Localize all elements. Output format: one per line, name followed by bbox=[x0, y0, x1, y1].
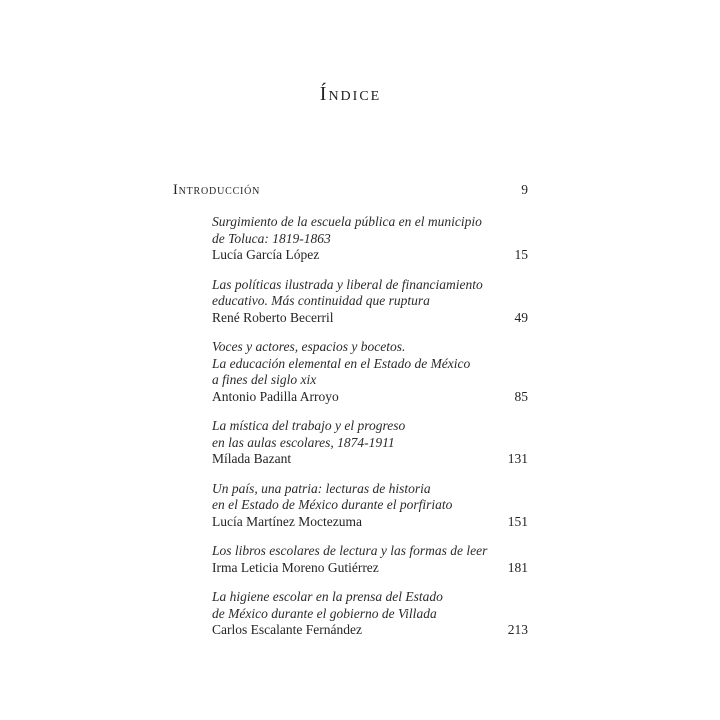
toc-entry-page-number: 85 bbox=[514, 388, 528, 404]
table-of-contents bbox=[173, 182, 528, 652]
toc-entry-author: Carlos Escalante Fernández bbox=[212, 622, 362, 637]
toc-entry-text bbox=[212, 339, 470, 405]
toc-entry-title-line: Las políticas ilustrada y liberal de financiamiento bbox=[212, 276, 483, 292]
toc-entry-page-number: 151 bbox=[507, 513, 528, 529]
toc-entry-author: René Roberto Becerril bbox=[212, 309, 334, 325]
toc-entry-title bbox=[212, 214, 482, 247]
toc-entry-title bbox=[212, 418, 405, 451]
toc-entry-title-line: a fines del siglo xix bbox=[212, 372, 317, 387]
toc-entry-title-line: Los libros escolares de lectura y las formas de leer bbox=[212, 543, 488, 558]
toc-entry-author: Lucía Martínez Moctezuma bbox=[212, 513, 362, 529]
toc-entry-title-line: Surgimiento de la escuela pública en el municipio bbox=[212, 214, 482, 229]
toc-entry-author: Irma Leticia Moreno Gutiérrez bbox=[212, 559, 379, 575]
toc-entry-page-number: 181 bbox=[507, 559, 528, 575]
toc-entries bbox=[173, 214, 528, 639]
toc-entry-title bbox=[212, 339, 470, 389]
toc-entry-title-line: Voces y actores, espacios y bocetos. bbox=[212, 339, 406, 354]
toc-entry-author: Lucía García López bbox=[212, 247, 320, 262]
toc-entry-title-line: La mística del trabajo y el progreso bbox=[212, 418, 406, 433]
toc-entry-title-line: La higiene escolar en la prensa del Estado bbox=[212, 589, 443, 604]
toc-entry-text bbox=[212, 589, 443, 639]
toc-entry bbox=[173, 481, 528, 531]
toc-entry-page-number: 15 bbox=[514, 247, 528, 262]
toc-entry-page-number: 213 bbox=[507, 622, 528, 637]
toc-entry-title bbox=[212, 589, 443, 622]
toc-entry-title-line: en el Estado de México durante el porfiriato bbox=[212, 497, 453, 512]
toc-entry-title bbox=[212, 481, 452, 514]
toc-intro-label: Introducción bbox=[173, 182, 261, 198]
toc-entry-title-line: de Toluca: 1819-1863 bbox=[212, 230, 331, 246]
toc-entry-text bbox=[212, 418, 405, 468]
toc-entry-title-line: de México durante el gobierno de Villada bbox=[212, 605, 437, 621]
toc-entry bbox=[173, 418, 528, 468]
toc-entry bbox=[173, 339, 528, 405]
toc-entry-title-line: en las aulas escolares, 1874-1911 bbox=[212, 434, 395, 450]
toc-entry-text bbox=[212, 214, 482, 264]
toc-entry-title-line: educativo. Más continuidad que ruptura bbox=[212, 293, 430, 308]
toc-entry-title-line: La educación elemental en el Estado de México bbox=[212, 355, 471, 371]
toc-entry-title-line: Un país, una patria: lecturas de historia bbox=[212, 480, 431, 496]
toc-entry-page-number: 49 bbox=[514, 309, 528, 325]
toc-entry bbox=[173, 543, 528, 576]
toc-entry-title bbox=[212, 543, 487, 560]
toc-entry-page-number: 131 bbox=[507, 451, 528, 466]
toc-entry-author: Antonio Padilla Arroyo bbox=[212, 388, 339, 404]
toc-entry bbox=[173, 214, 528, 264]
toc-intro-row bbox=[173, 182, 528, 199]
toc-intro-page-number: 9 bbox=[521, 182, 528, 197]
toc-entry-author: Mílada Bazant bbox=[212, 451, 292, 466]
toc-entry-text bbox=[212, 277, 483, 327]
toc-entry-text bbox=[212, 481, 452, 531]
page-title: Índice bbox=[319, 83, 382, 105]
toc-entry bbox=[173, 277, 528, 327]
toc-entry-text bbox=[212, 543, 487, 576]
toc-entry bbox=[173, 589, 528, 639]
toc-entry-title bbox=[212, 277, 483, 310]
